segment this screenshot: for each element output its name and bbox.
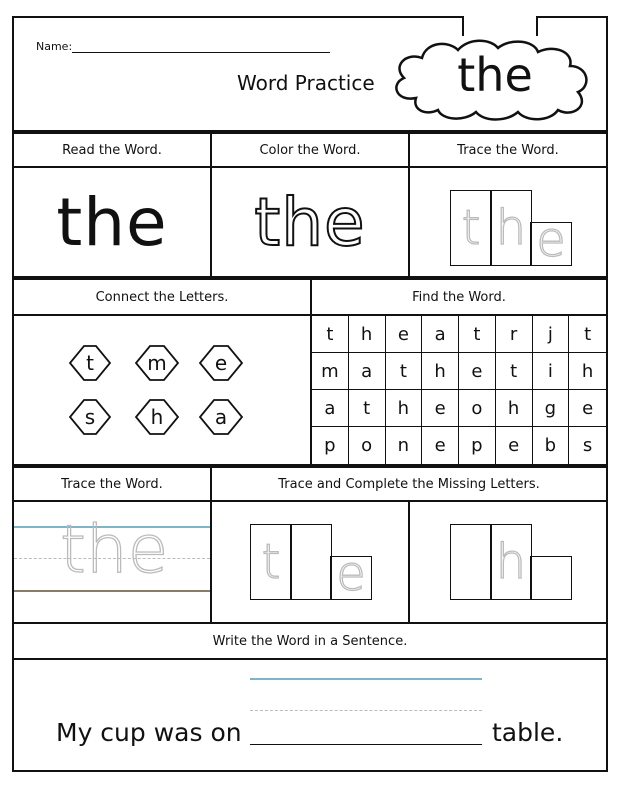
read-word: the [56, 183, 168, 261]
sentence-top-guide [250, 678, 482, 680]
word-search-cell[interactable]: t [496, 353, 533, 390]
hexagon-letter[interactable]: a [214, 405, 228, 429]
word-search-cell[interactable]: j [533, 316, 570, 353]
word-search-cell[interactable]: r [496, 316, 533, 353]
read-word-header: Read the Word. [12, 132, 212, 168]
missing-letter: h [495, 534, 527, 590]
word-search-cell[interactable]: t [386, 353, 423, 390]
missing-letters-header: Trace and Complete the Missing Letters. [210, 466, 608, 502]
word-search-cell[interactable]: e [569, 390, 606, 427]
hexagon-letter[interactable]: s [84, 405, 96, 429]
word-search-cell[interactable]: t [312, 316, 349, 353]
missing-letter [530, 548, 572, 600]
connect-letters-header: Connect the Letters. [12, 278, 312, 316]
tab-cutout [536, 16, 538, 36]
base-guide-line [14, 590, 210, 592]
trace-letter: e [536, 212, 566, 268]
hexagon-letter[interactable]: h [150, 405, 164, 429]
trace-letter: h [495, 200, 527, 256]
read-word-panel [12, 166, 212, 278]
word-search-cell[interactable]: a [422, 316, 459, 353]
name-line[interactable] [72, 52, 330, 53]
trace-letter: t [461, 200, 481, 256]
sentence-before: My cup was on [56, 718, 242, 747]
word-search-cell[interactable]: p [312, 427, 349, 464]
word-search-cell[interactable]: o [349, 427, 386, 464]
word-search-cell[interactable]: e [422, 427, 459, 464]
word-search-cell[interactable]: a [312, 390, 349, 427]
trace-word-2-header: Trace the Word. [12, 466, 212, 502]
sentence-panel [12, 658, 608, 772]
hexagon-letter[interactable]: t [86, 351, 94, 375]
trace-word-header: Trace the Word. [408, 132, 608, 168]
word-search-cell[interactable]: e [459, 353, 496, 390]
word-search-cell[interactable]: h [386, 390, 423, 427]
word-search-cell[interactable]: i [533, 353, 570, 390]
word-search-cell[interactable]: s [582, 435, 593, 456]
color-word-header: Color the Word. [210, 132, 410, 168]
tab-cutout-gap [464, 14, 536, 18]
word-search-cell[interactable]: b [533, 427, 570, 464]
word-search-cell[interactable]: o [459, 390, 496, 427]
missing-letters-panel-1 [210, 500, 410, 624]
color-word[interactable]: the [254, 183, 366, 261]
hexagon-grid [14, 316, 310, 464]
word-search-cell[interactable]: t [459, 316, 496, 353]
hexagon-letter[interactable]: e [214, 351, 228, 375]
name-label: Name: [36, 40, 73, 53]
hexagon-letter[interactable]: m [147, 351, 167, 375]
word-search-cell[interactable]: e [496, 427, 533, 464]
word-search-cell[interactable]: p [459, 427, 496, 464]
word-search-cell[interactable]: h [496, 390, 533, 427]
sentence-after: table. [492, 718, 564, 747]
word-search-cell[interactable]: e [422, 390, 459, 427]
sentence-blank[interactable] [250, 744, 482, 745]
word-search-cell[interactable]: h [422, 353, 459, 390]
missing-letters-panel-2 [408, 500, 608, 624]
trace-line-panel [12, 500, 212, 624]
cloud-word: the [457, 48, 533, 102]
missing-letter: t [261, 534, 281, 590]
missing-letter [450, 524, 492, 600]
word-search-cell[interactable]: m [312, 353, 349, 390]
word-search-cell[interactable]: t [569, 316, 606, 353]
word-search-cell[interactable]: g [533, 390, 570, 427]
trace-boxes-panel [408, 166, 608, 278]
trace-line-word[interactable]: the [60, 511, 169, 588]
word-search-cell[interactable]: e [386, 316, 423, 353]
tab-cutout [462, 16, 464, 36]
missing-letter: e [336, 546, 366, 602]
missing-letter [290, 524, 332, 600]
sentence-mid-guide [250, 710, 482, 711]
connect-letters-panel [12, 314, 312, 466]
word-search-cell[interactable]: h [349, 316, 386, 353]
word-search-cell[interactable]: t [349, 390, 386, 427]
find-word-header: Find the Word. [310, 278, 608, 316]
word-search-cell[interactable]: a [349, 353, 386, 390]
worksheet-title: Word Practice [237, 71, 375, 95]
sentence-header: Write the Word in a Sentence. [12, 622, 608, 660]
word-search-grid [310, 314, 608, 466]
word-search-cell[interactable]: n [386, 427, 423, 464]
word-search-cell[interactable]: h [569, 353, 606, 390]
color-word-panel [210, 166, 410, 278]
